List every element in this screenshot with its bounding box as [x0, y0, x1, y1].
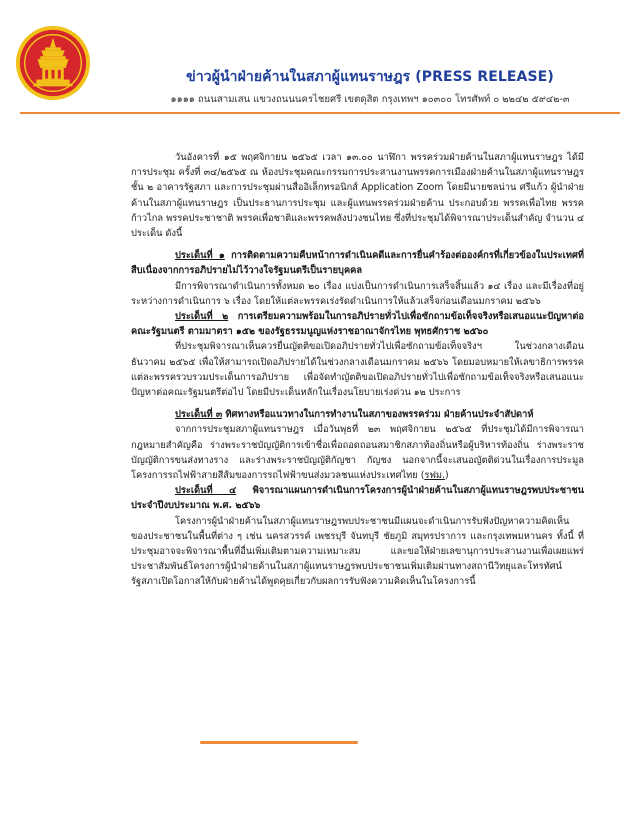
topic-3-tag: ประเด็นที่ ๓	[175, 409, 223, 421]
topic-4-tag: ประเด็นที่ ๔	[175, 485, 237, 497]
intro-paragraph: วันอังคารที่ ๑๕ พฤศจิกายน ๒๕๖๕ เวลา ๑๓.๐๐ นาฬิกา พรรคร่วมฝ่ายค้านในสภาผู้แทนราษฎร ได้มีการประชุม ครั้งที่ ๓๔/๒๕๖๕ ณ ห้องประชุมคณะกรรมการประสานงานพรรคการเมืองฝ่ายค้านในสภาผู้แทนราษฎร ชั้น ๒ อาคารรัฐสภา และการประชุมผ่านสื่ออิเล็กทรอนิกส์ Application Zoom โดยมีนายชลน่าน ศรีแก้ว ผู้นำฝ่ายค้านในสภาผู้แทนราษฎร เป็นประธานการประชุม และผู้แทนพรรคร่วมฝ่ายค้าน ประกอบด้วย พรรคเพื่อไทย พรรคก้าวไกล พรรคประชาชาติ พรรคเพื่อชาติและพรรคพลังปวงชนไทย ซึ่งที่ประชุมได้พิจารณาประเด็นสำคัญ จำนวน ๔ ประเด็น ดังนี้	[131, 152, 584, 240]
topic-1-tag: ประเด็นที่ ๑	[175, 250, 225, 262]
topic-4-body: โครงการผู้นำฝ่ายค้านในสภาผู้แทนราษฎรพบประชาชนมีแผนจะดำเนินการรับฟังปัญหาความคิดเห็นของประชาชนในพื้นที่ต่าง ๆ เช่น นครสวรรค์ เพชรบุรี จันทบุรี ชัยภูมิ สมุทรปราการ และกรุงเทพมหานคร ทั้งนี้ ที่ประชุมอาจจะพิจารณาพื้นที่อื่นเพิ่มเติมตามความเหมาะสม และขอให้ฝ่ายเลขานุการประสานงานเพื่อเผยแพร่ประชาสัมพันธ์โครงการผู้นำฝ่ายค้านในสภาผู้แทนราษฎรพบประชาชนเพิ่มเติมผ่านทางสถานีวิทยุและโทรทัศน์รัฐสภาเปิดโอกาสให้กับฝ่ายค้านได้พูดคุยเกี่ยวกับผลการรับฟังความคิดเห็นในโครงการนี้	[131, 515, 584, 588]
topic-4-title: พิจารณาแผนการดำเนินการโครงการผู้นำฝ่ายค้านในสภาผู้แทนราษฎรพบประชาชน ประจำปีงบประมาณ พ.ศ. ๒๕๖๖	[131, 485, 584, 512]
topic-1-heading	[131, 248, 584, 278]
topic-3-heading	[131, 407, 584, 422]
topic-2-tag: ประเด็นที่ ๒	[175, 311, 229, 323]
office-address: ๑๑๑๑ ถนนสามเสน แขวงถนนนครไชยศรี เขตดุสิต กรุงเทพฯ ๑๐๓๐๐ โทรศัพท์ ๐ ๒๒๔๒ ๕๙๔๒-๓	[170, 94, 570, 105]
footer-divider	[200, 741, 358, 744]
topic-3-body	[131, 422, 584, 483]
topic-4-heading	[131, 483, 584, 513]
topic-1-body: มีการพิจารณาดำเนินการทั้งหมด ๒๐ เรื่อง แบ่งเป็นการดำเนินการเสร็จสิ้นแล้ว ๑๔ เรื่อง และมีเรื่องที่อยู่ระหว่างการดำเนินการ ๖ เรื่อง โดยให้แต่ละพรรคเร่งรัดดำเนินการให้แล้วเสร็จก่อนเดือนมกราคม ๒๕๖๖	[131, 280, 584, 307]
press-release-title: ข่าวผู้นำฝ่ายค้านในสภาผู้แทนราษฎร (PRESS RELEASE)	[186, 69, 554, 85]
topic-2-body: ที่ประชุมพิจารณาเห็นควรยื่นญัตติขอเปิดอภิปรายทั่วไปเพื่อซักถามข้อเท็จจริงฯ ในช่วงกลางเดือนธันวาคม ๒๕๖๕ เพื่อให้สามารถเปิดอภิปรายได้ในช่วงกลางเดือนมกราคม ๒๕๖๖ โดยมอบหมายให้เลขาธิการพรรคแต่ละพรรครวบรวมประเด็นการอภิปราย เพื่อจัดทำญัตติขอเปิดอภิปรายทั่วไปเพื่อซักถามข้อเท็จจริงหรือเสนอแนะปัญหาต่อคณะรัฐมนตรีต่อไป โดยมีประเด็นหลักในเรื่องนโยบายเร่งด่วน ๑๒ ประการ	[131, 341, 584, 399]
topic-2-heading	[131, 309, 584, 339]
topic-3-body-end: )	[445, 470, 449, 482]
header-divider	[20, 112, 620, 114]
topic-1-title: การติดตามความคืบหน้าการดำเนินคดีและการยื่นคำร้องต่อองค์กรที่เกี่ยวข้องในประเทศที่สืบเนื่องจากการอภิปรายไม่ไว้วางใจรัฐมนตรีเป็นรายบุคคล	[131, 250, 584, 277]
topic-2-title: การเตรียมความพร้อมในการอภิปรายทั่วไปเพื่อซักถามข้อเท็จจริงหรือเสนอแนะปัญหาต่อคณะรัฐมนตรี ตามมาตรา ๑๕๒ ของรัฐธรรมนูญแห่งราชอาณาจักรไทย พุทธศักราช ๒๕๖๐	[131, 311, 584, 338]
topic-3-body-text: จากการประชุมสภาผู้แทนราษฎร เมื่อวันพุธที่ ๒๓ พฤศจิกายน ๒๕๖๕ ที่ประชุมได้มีการพิจารณากฎหมายสำคัญคือ ร่างพระราชบัญญัติการเข้าชื่อเพื่อถอดถอนสมาชิกสภาท้องถิ่นหรือผู้บริหารท้องถิ่น ร่างพระราชบัญญัติการขนส่งทางราง และร่างพระราชบัญญัติกัญชา กัญชง นอกจากนี้จะเสนอญัตติด่วนในเรื่องการประมูลโครงการรถไฟฟ้าสายสีส้มของการรถไฟฟ้าขนส่งมวลชนแห่งประเทศไทย (	[131, 424, 584, 482]
topic-3-acronym: รฟม.	[424, 470, 445, 482]
topic-3-title: ทิศทางหรือแนวทางในการทำงานในสภาของพรรคร่วม ฝ่ายค้านประจำสัปดาห์	[222, 409, 534, 421]
document-body	[131, 150, 584, 590]
parliament-emblem-icon	[14, 24, 92, 102]
